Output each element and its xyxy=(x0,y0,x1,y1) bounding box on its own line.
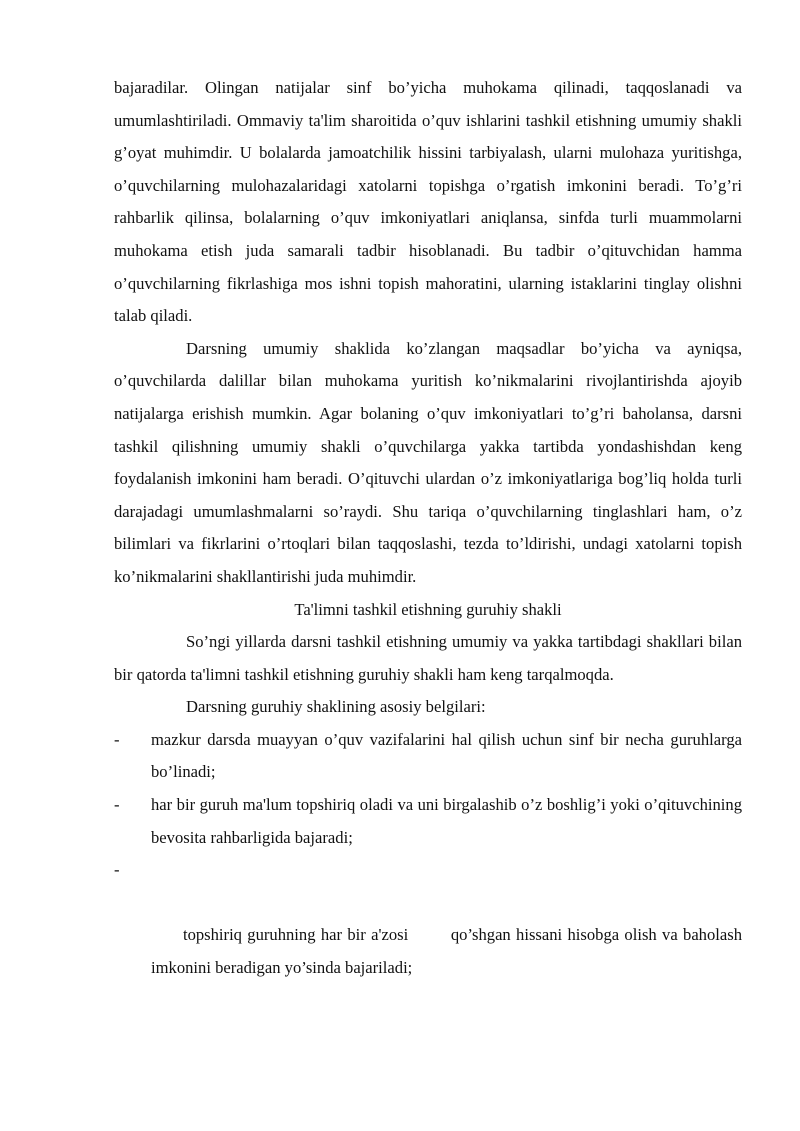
dash-bullet: - xyxy=(114,860,120,880)
list-item-text: mazkur darsda muayyan o’quv vazifalarini hal qilish uchun sinf bir necha guruhlarga bo’linadi; xyxy=(151,729,742,782)
feature-list xyxy=(114,724,747,1017)
list-item-text: topshiriq guruhning har bir a'zosi qo’shgan hissani hisobga olish va baholash imkonini beradigan yo’sinda bajariladi; xyxy=(151,925,747,978)
dash-bullet: - xyxy=(114,729,120,749)
list-item xyxy=(114,854,747,1017)
dash-bullet: - xyxy=(114,795,120,815)
list-item xyxy=(114,724,742,789)
section-heading: Ta'limni tashkil etishning guruhiy shakli xyxy=(294,599,562,619)
paragraph-4: Darsning guruhiy shaklining asosiy belgilari: xyxy=(186,697,486,717)
document-page xyxy=(114,72,747,1017)
paragraph-1: bajaradilar. Olingan natijalar sinf bo’yicha muhokama qilinadi, taqqoslanadi va umumlashtiriladi. Ommaviy ta'lim sharoitida o’quv ishlarini tashkil etishning umumiy shakli g’oyat muhimdir. U bolalarda jamoatchilik hissini tarbiyalash, ularni mulohaza yuritishga, o’quvchilarning mulohazalaridagi xatolarni topishga o’rgatish imkonini beradi. To’g’ri rahbarlik qilinsa, bolalarning o’quv imkoniyatlari aniqlansa, sinfda turli muammolarni muhokama etish juda samarali tadbir hisoblanadi. Bu tadbir o’qituvchidan hamma o’quvchilarning fikrlashiga mos ishni topish mahoratini, ularning istaklarini tinglay olishni talab qiladi. xyxy=(114,78,742,326)
paragraph-3: So’ngi yillarda darsni tashkil etishning umumiy va yakka tartibdagi shakllari bilan bir qatorda ta'limni tashkil etishning guruhiy shakli ham keng tarqalmoqda. xyxy=(114,632,742,684)
paragraph-2: Darsning umumiy shaklida ko’zlangan maqsadlar bo’yicha va ayniqsa, o’quvchilarda dalillar bilan muhokama yuritish ko’nikmalarini rivojlantirishda ajoyib natijalarga erishish mumkin. Agar bolaning o’quv imkoniyatlari to’g’ri baholansa, darsni tashkil qilishning umumiy shakli o’quvchilarga yakka tartibda yondashishdan keng foydalanish imkonini ham beradi. O’qituvchi ulardan o’z imkoniyatlariga bog’liq holda turli darajadagi umumlashmalarni so’raydi. Shu tariqa o’quvchilarning tinglashlari ham, o’z bilimlari va fikrlarini o’rtoqlari bilan taqqoslashi, tezda to’ldirishi, undagi xatolarni topish ko’nikmalarini shakllantirishi juda muhimdir. xyxy=(114,338,742,586)
list-item-text: har bir guruh ma'lum topshiriq oladi va uni birgalashib o’z boshlig’i yoki o’qituvchining bevosita rahbarligida bajaradi; xyxy=(151,795,742,847)
list-item xyxy=(114,789,742,854)
